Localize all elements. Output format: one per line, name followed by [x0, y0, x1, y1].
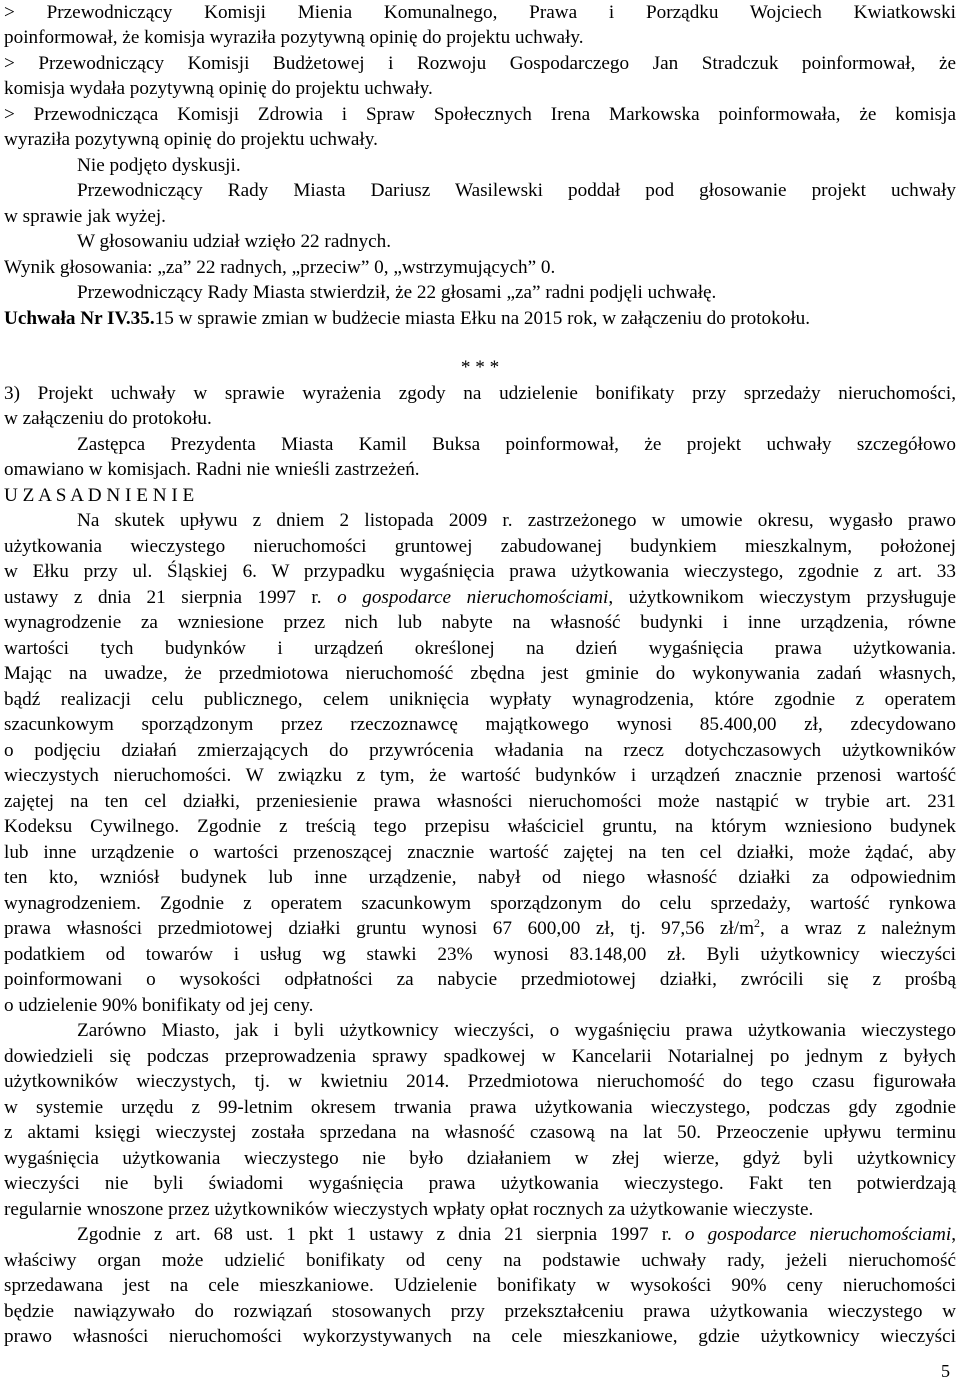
text-line: Na skutek upływu z dniem 2 listopada 2009 r. zastrzeżonego w umowie okresu, wygasło prawo	[77, 510, 956, 531]
text-line: Mając na uwadze, że przedmiotowa nieruchomość zbędna jest gminie do wykonywania zadań własnych,	[4, 663, 956, 684]
text-line: będzie nawiązywało do rozwiązań stosowanych przy przekształceniu prawa użytkowania wieczystego w	[4, 1301, 956, 1322]
text-line: Przewodniczący Rady Miasta stwierdził, że 22 głosami „za” radni podjęli uchwałę.	[77, 282, 717, 303]
text-line: Nie podjęto dyskusji.	[77, 155, 241, 176]
text-line: wartości tych budynków i urządzeń określonej na dzień wygaśnięcia prawa użytkowania.	[4, 638, 956, 659]
text-line: wyraziła pozytywną opinię do projektu uchwały.	[4, 129, 378, 150]
text-line: poinformowani o wysokości odpłatności za nabycie przedmiotowej działki, zwrócili się z prośbą	[4, 969, 956, 990]
text-run: , użytkownikom wieczystym przysługuje	[608, 587, 957, 608]
text-line: Przewodniczący Rady Miasta Dariusz Wasilewski poddał pod głosowanie projekt uchwały	[77, 180, 956, 201]
text-line	[4, 916, 956, 942]
text-line: > Przewodniczący Komisji Mienia Komunalnego, Prawa i Porządku Wojciech Kwiatkowski	[4, 2, 956, 23]
text-line: prawo własności nieruchomości wykorzystywanych na cele mieszkaniowe, gdzie użytkownicy wieczyści	[4, 1326, 956, 1347]
text-line: użytkowania wieczystego nieruchomości gruntowej zabudowanej budynkiem mieszkalnym, położonej	[4, 536, 956, 557]
section-heading: U Z A S A D N I E N I E	[4, 485, 195, 506]
text-line: w Ełku przy ul. Śląskiej 6. W przypadku wygaśnięcia prawa użytkowania wieczystego, zgodnie z art. 33	[4, 561, 956, 582]
text-line: omawiano w komisjach. Radni nie wnieśli zastrzeżeń.	[4, 459, 420, 480]
text-run: prawa własności przedmiotowej działki gruntu wynosi 67 600,00 zł, tj. 97,56 zł/m	[4, 918, 754, 939]
voting-result: Wynik głosowania: „za” 22 radnych, „przeciw” 0, „wstrzymujących” 0.	[4, 257, 556, 278]
text-line: użytkowników wieczystych, tj. w kwietniu 2014. Przedmiotowa nieruchomość do tego czasu figurowała	[4, 1071, 956, 1092]
text-line: poinformował, że komisja wyraziła pozytywną opinię do projektu uchwały.	[4, 27, 584, 48]
text-line: Zastępca Prezydenta Miasta Kamil Buksa poinformował, że projekt uchwały szczegółowo	[77, 434, 956, 455]
law-title: o gospodarce nieruchomościami	[337, 587, 609, 608]
text-line: zajętej na ten cel działki, przeniesienie prawa własności nieruchomości może nastąpić w trybie art. 231	[4, 791, 956, 812]
text-line: dowiedzieli się podczas przeprowadzenia sprawy spadkowej w Kancelarii Notarialnej po jednym z byłych	[4, 1046, 956, 1067]
text-line	[77, 1222, 956, 1248]
text-line: wieczyści nie byli świadomi wygaśnięcia prawa użytkowania wieczystego. Fakt ten potwierdzają	[4, 1173, 956, 1194]
text-line: z aktami księgi wieczystej została sprzedana na własność czasową na lat 50. Przeoczenie upływu terminu	[4, 1122, 956, 1143]
agenda-item-heading: 3) Projekt uchwały w sprawie wyrażenia zgody na udzielenie bonifikaty przy sprzedaży nieruchomości,	[4, 383, 956, 404]
text-line: podatkiem od towarów i usług wg stawki 23% wynosi 83.148,00 zł. Byli użytkownicy wieczyści	[4, 944, 956, 965]
text-line: w sprawie jak wyżej.	[4, 206, 166, 227]
text-line: Zarówno Miasto, jak i byli użytkownicy wieczyści, o wygaśnięciu prawa użytkowania wieczystego	[77, 1020, 956, 1041]
resolution-number: Uchwała Nr IV.35.	[4, 308, 155, 329]
text-line: bądź realizacji celu publicznego, celem uniknięcia wypłaty wynagrodzenia, które zgodnie z operatem	[4, 689, 956, 710]
text-line: sprzedawana jest na cele mieszkaniowe. Udzielenie bonifikaty w wysokości 90% ceny nieruchomości	[4, 1275, 956, 1296]
resolution-line	[4, 306, 956, 332]
text-line: ten kto, wzniósł budynek lub inne urządzenie, nabył od niego własność działki za odpowiednim	[4, 867, 956, 888]
text-line: Kodeksu Cywilnego. Zgodnie z treścią tego przepisu właściciel gruntu, na którym wzniesiono budynek	[4, 816, 956, 837]
text-line: komisja wydała pozytywną opinię do projektu uchwały.	[4, 78, 433, 99]
text-run: Zgodnie z art. 68 ust. 1 pkt 1 ustawy z dnia 21 sierpnia 1997 r.	[77, 1224, 672, 1245]
text-run: , a wraz z należnym	[760, 918, 956, 939]
text-line: wynagrodzeniem. Zgodnie z operatem szacunkowym sporządzonym do celu sprzedaży, wartość rynkowa	[4, 893, 956, 914]
text-line: lub inne urządzenie o wartości przenoszącej znacznie wartość zajętej na ten cel działki, może żądać, aby	[4, 842, 956, 863]
text-line: wynagrodzenie za wzniesione przez nich lub nabyte na własność budynki i inne urządzenia, równe	[4, 612, 956, 633]
text-line: W głosowaniu udział wzięło 22 radnych.	[77, 231, 392, 252]
page-number: 5	[941, 1361, 950, 1381]
text-line	[4, 585, 956, 611]
section-separator: * * *	[460, 357, 500, 378]
text-line: wieczystych nieruchomości. W związku z tym, że wartość budynków i urządzeń znacznie przenosi wartość	[4, 765, 956, 786]
text-line: > Przewodnicząca Komisji Zdrowia i Spraw Społecznych Irena Markowska poinformowała, że komisja	[4, 104, 956, 125]
superscript: 2	[754, 916, 760, 930]
text-line: regularnie wnoszone przez użytkowników wieczystych wpłaty opłat rocznych za użytkowanie wieczyste.	[4, 1199, 814, 1220]
text-line: w systemie urzędu z 99-letnim okresem trwania prawa użytkowania wieczystego, podczas gdy zgodnie	[4, 1097, 956, 1118]
text-line: > Przewodniczący Komisji Budżetowej i Rozwoju Gospodarczego Jan Stradczuk poinformował, że	[4, 53, 956, 74]
text-line: o podjęciu działań zmierzających do przywrócenia władania na rzecz dotychczasowych użytkowników	[4, 740, 956, 761]
text-line: wygaśnięcia użytkowania wieczystego nie było działaniem w złej wierze, gdyż byli użytkownicy	[4, 1148, 956, 1169]
text-line: w załączeniu do protokołu.	[4, 408, 212, 429]
text-run: ustawy z dnia 21 sierpnia 1997 r.	[4, 587, 322, 608]
law-title: o gospodarce nieruchomościami	[684, 1224, 952, 1245]
text-run: ,	[951, 1224, 956, 1245]
text-line: szacunkowym sporządzonym przez rzeczoznawcę majątkowego wynosi 85.400,00 zł, zdecydowano	[4, 714, 956, 735]
text-line: właściwy organ może udzielić bonifikaty od ceny na podstawie uchwały rady, jeżeli nieruchomość	[4, 1250, 956, 1271]
resolution-text: 15 w sprawie zmian w budżecie miasta Ełku na 2015 rok, w załączeniu do protokołu.	[154, 308, 811, 329]
text-line: o udzielenie 90% bonifikaty od jej ceny.	[4, 995, 314, 1016]
